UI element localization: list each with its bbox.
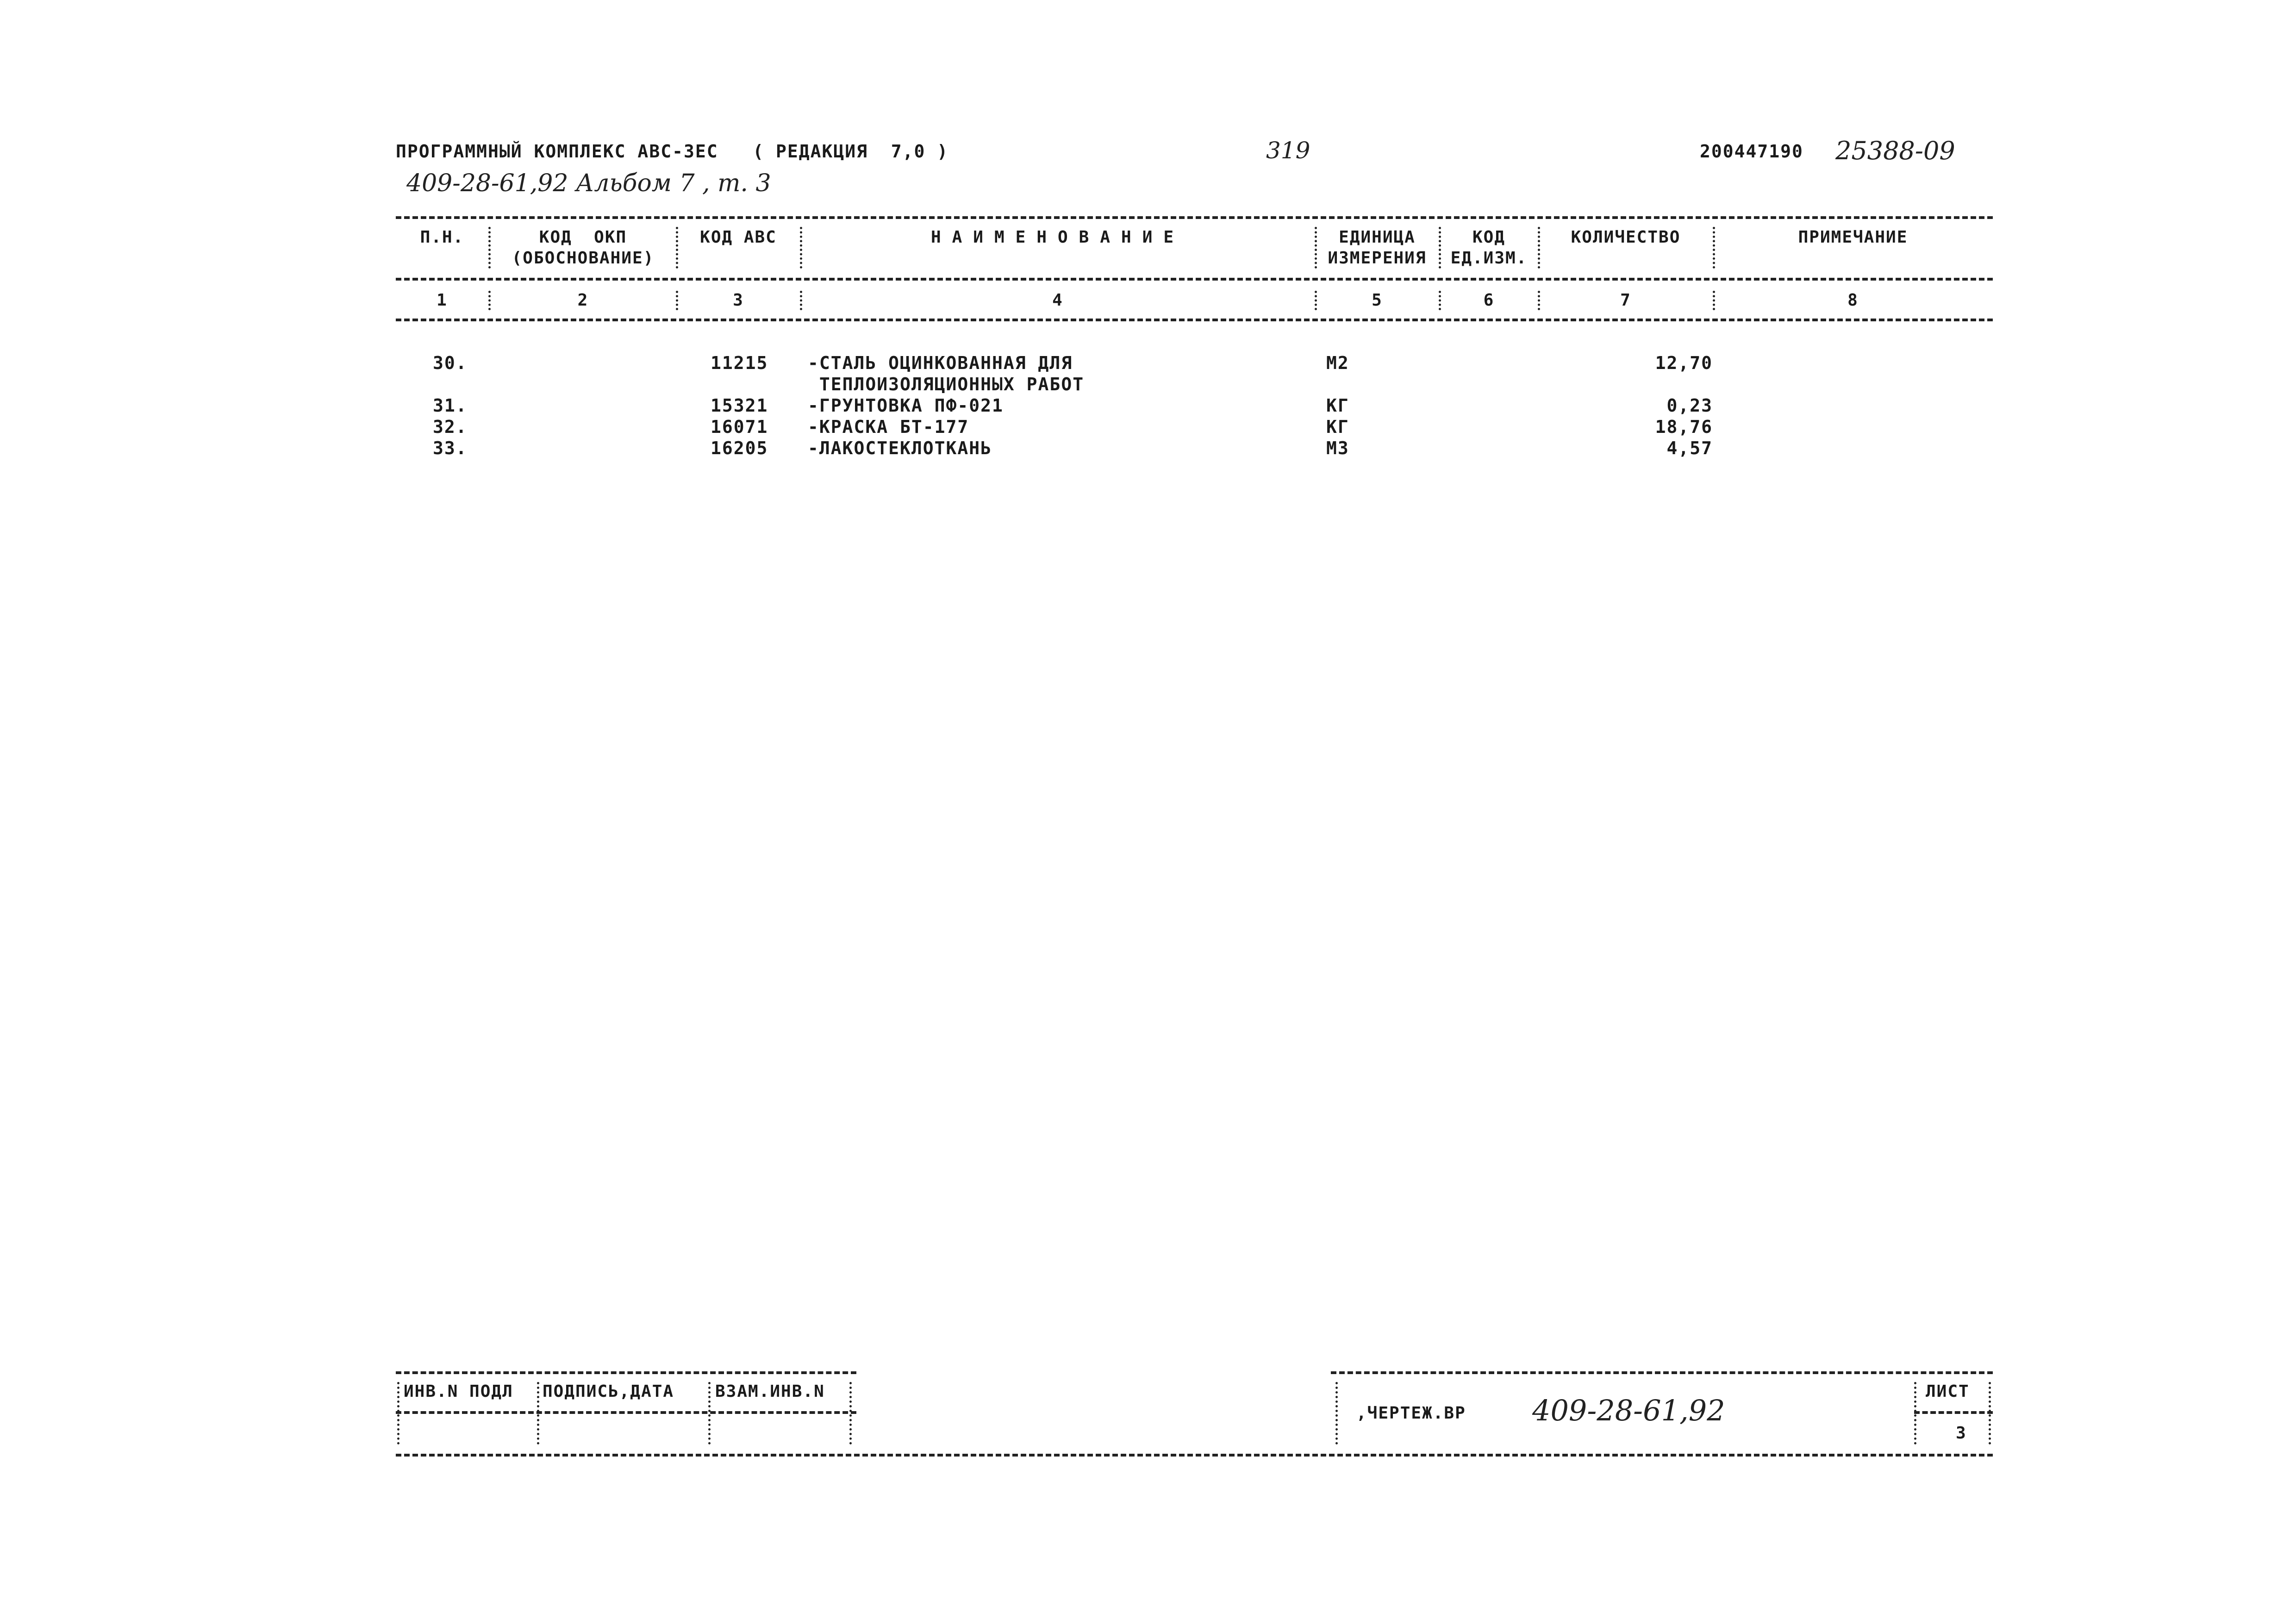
row-name: -СТАЛЬ ОЦИНКОВАННАЯ ДЛЯ bbox=[808, 353, 1073, 373]
row-unit: КГ bbox=[1326, 395, 1349, 416]
col-separator bbox=[488, 291, 491, 310]
footer-sheet-separator bbox=[1914, 1411, 1993, 1414]
footer-bottom-border bbox=[396, 1454, 1993, 1457]
col-separator bbox=[1315, 291, 1317, 310]
header-okp: КОД ОКП bbox=[539, 228, 627, 247]
row-quantity: 12,70 bbox=[1655, 353, 1713, 373]
footer-sheet-number: 3 bbox=[1956, 1424, 1967, 1443]
footer-left-mid-border bbox=[396, 1411, 856, 1414]
footer-separator bbox=[849, 1382, 852, 1444]
footer-right-top-border bbox=[1331, 1371, 1993, 1374]
document-code: 200447190 bbox=[1700, 141, 1803, 162]
header-pn: П.Н. bbox=[420, 228, 464, 247]
footer-separator bbox=[1914, 1382, 1916, 1444]
row-pn: 32. bbox=[433, 417, 468, 437]
row-name: -ЛАКОСТЕКЛОТКАНЬ bbox=[808, 438, 992, 458]
row-name-continued: ТЕПЛОИЗОЛЯЦИОННЫХ РАБОТ bbox=[808, 374, 1085, 394]
row-pn: 33. bbox=[433, 438, 468, 458]
row-quantity: 4,57 bbox=[1666, 438, 1713, 458]
row-abc-code: 16071 bbox=[711, 417, 768, 437]
col-separator bbox=[676, 291, 678, 310]
col-number: 3 bbox=[733, 291, 744, 310]
row-name: -ГРУНТОВКА ПФ-021 bbox=[808, 395, 1004, 416]
footer-sheet-label: ЛИСТ bbox=[1926, 1382, 1970, 1401]
header-separator bbox=[396, 278, 1993, 281]
header-note: ПРИМЕЧАНИЕ bbox=[1798, 228, 1908, 247]
table-top-border bbox=[396, 216, 1993, 219]
row-quantity: 18,76 bbox=[1655, 417, 1713, 437]
col-number: 5 bbox=[1372, 291, 1383, 310]
header-unit-code-2: ЕД.ИЗМ. bbox=[1450, 249, 1528, 268]
col-separator bbox=[1439, 227, 1441, 269]
header-okp-basis: (ОБОСНОВАНИЕ) bbox=[512, 249, 655, 268]
row-abc-code: 11215 bbox=[711, 353, 768, 373]
header-name: НАИМЕНОВАНИЕ bbox=[930, 228, 1185, 247]
footer-separator bbox=[397, 1382, 399, 1444]
col-separator bbox=[1538, 227, 1540, 269]
col-separator bbox=[1439, 291, 1441, 310]
footer-separator bbox=[1989, 1382, 1991, 1444]
row-pn: 31. bbox=[433, 395, 468, 416]
row-quantity: 0,23 bbox=[1666, 395, 1713, 416]
album-reference: 409-28-61,92 Альбом 7 , т. 3 bbox=[406, 169, 771, 197]
row-name: -КРАСКА БТ-177 bbox=[808, 417, 969, 437]
handwritten-code: 25388-09 bbox=[1835, 136, 1955, 165]
header-unit: ЕДИНИЦА bbox=[1339, 228, 1416, 247]
footer-separator bbox=[537, 1382, 539, 1444]
col-separator bbox=[676, 227, 678, 269]
footer-inv-label: ИНВ.N ПОДЛ bbox=[404, 1382, 513, 1401]
col-separator bbox=[1315, 227, 1317, 269]
col-separator bbox=[1713, 291, 1715, 310]
footer-left-top-border bbox=[396, 1371, 856, 1374]
footer-separator bbox=[1335, 1382, 1338, 1444]
row-unit: КГ bbox=[1326, 417, 1349, 437]
col-number: 4 bbox=[1052, 291, 1063, 310]
header-unit-measure: ИЗМЕРЕНИЯ bbox=[1328, 249, 1427, 268]
page-number: 319 bbox=[1266, 137, 1310, 164]
col-number: 7 bbox=[1620, 291, 1631, 310]
col-separator bbox=[800, 291, 802, 310]
row-unit: М3 bbox=[1326, 438, 1349, 458]
footer-sign-label: ПОДПИСЬ,ДАТА bbox=[543, 1382, 674, 1401]
col-separator bbox=[1538, 291, 1540, 310]
col-separator bbox=[800, 227, 802, 269]
row-pn: 30. bbox=[433, 353, 468, 373]
row-abc-code: 16205 bbox=[711, 438, 768, 458]
program-title: ПРОГРАММНЫЙ КОМПЛЕКС АВС-3ЕС ( РЕДАКЦИЯ 7,0 ) bbox=[396, 141, 949, 162]
col-number: 8 bbox=[1847, 291, 1859, 310]
header-unit-code: КОД bbox=[1472, 228, 1506, 247]
col-number: 2 bbox=[577, 291, 589, 310]
numbers-separator bbox=[396, 319, 1993, 321]
col-separator bbox=[1713, 227, 1715, 269]
col-number: 1 bbox=[437, 291, 448, 310]
header-quantity: КОЛИЧЕСТВО bbox=[1571, 228, 1681, 247]
footer-drawing-label: ,ЧЕРТЕЖ.ВР bbox=[1356, 1404, 1466, 1423]
header-abc-code: КОД АВС bbox=[700, 228, 777, 247]
footer-separator bbox=[708, 1382, 711, 1444]
col-number: 6 bbox=[1483, 291, 1495, 310]
row-abc-code: 15321 bbox=[711, 395, 768, 416]
col-separator bbox=[488, 227, 491, 269]
footer-vzam-label: ВЗАМ.ИНВ.N bbox=[715, 1382, 825, 1401]
row-unit: М2 bbox=[1326, 353, 1349, 373]
footer-drawing-number: 409-28-61,92 bbox=[1532, 1394, 1725, 1427]
